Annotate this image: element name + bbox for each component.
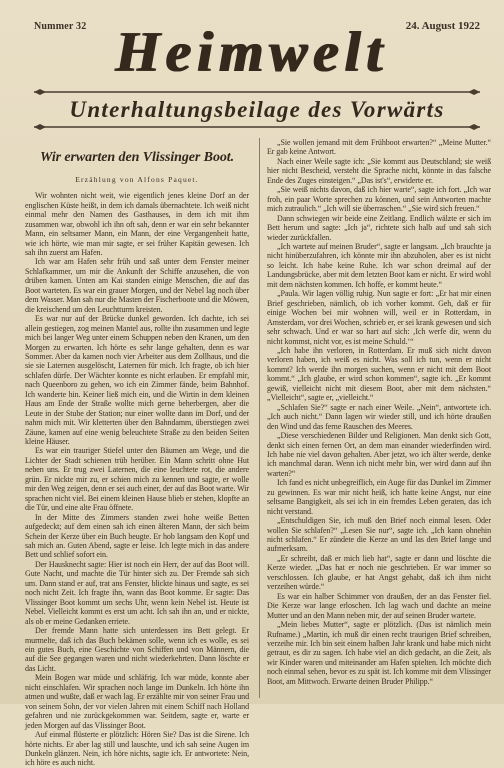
issue-number: Nummer 32: [34, 21, 87, 32]
paragraph: Nach einer Weile sagte ich: „Sie kommt aus Deutschland; sie weiß hier nicht Bescheid, versteht die Sprache nicht, könnte in das falsche Ende des Zuges einsteigen.“ „Das ist's“, erwiderte er.: [267, 156, 491, 185]
paragraph: „Paula. Wir lagen völlig ruhig. Nun sagte er fort: „Er hat mir einen Brief geschrieben, nämlich, ob ich vorher kommt. Geh, daß er für einige Wochen bei mir wohnen will, weil er in Rotterdam, in Amsterdam, vor drei Wochen, schrieb er, er sei krank gewesen und sich sehr schwach. Und er war so hart auf sich: ‚Ich werfe dir, wenn du nicht kommst, nicht vor, es ist meine Schuld.‘“: [267, 289, 491, 346]
left-column: [25, 138, 249, 768]
paragraph: Wir wohnten nicht weit, wie eigentlich jenes kleine Dorf an der englischen Küste heißt, in dem ich damals übernachtete. Ich weiß nicht einmal mehr den Namen des Gasthauses, in dem ich mit ihm zusammen war, obwohl ich ihn oft sah, denn er war ein sehr bekannter Mann, ein seltsamer Mann, ein Mann, der eine Vergangenheit hatte, wie ich hörte, wie man mir sagte, er sei früher Kapitän gewesen. Ich sah ihn zuerst am Hafen.: [25, 191, 249, 257]
story-author: Erzählung von Alfons Paquet.: [75, 174, 199, 184]
ornamental-rule-top: [34, 89, 480, 95]
paragraph: „Entschuldigen Sie, ich muß den Brief noch einmal lesen. Oder wollen Sie schlafen?“ „Lesen Sie nur“, sagte ich. „Ich kann ohnehin nicht schlafen.“ Er zündete die Kerze an und las den Brief lange und aufmerksam.: [267, 516, 491, 554]
ornamental-rule-bottom: [34, 124, 480, 130]
paragraph: Ich fand es nicht unbegreiflich, ein Auge für das Dunkel im Zimmer zu gewinnen. Es war mir nicht heiß, ich hatte keine Angst, nur eine seltsame Bangigkeit, als sei ich in ein fremdes Leben geraten, das ich nicht verstand.: [267, 478, 491, 516]
paragraph: Es war nur auf der Brücke dunkel geworden. Ich dachte, ich sei allein gestiegen, zog meinen Mantel aus, rollte ihn zusammen und legte mich bei langer Weg unter einem Schuppen neben den Kranen, um den Morgen zu erwarten. Ich hörte es sehr lange gehalten, denn es war Sommer. Aber da kamen noch vier Arbeiter aus dem Zollhaus, und die sie sie Laternen ausgelöscht, Laternen für mich. Ich fragte, ob ich hier schlafen dürfe. Der Wächter konnte es nicht erlauben. Er empfahl mir, nach Queenboro zu gehen, wo ich ein Zimmer fände, beim Bahnhof. Ich wanderte hin. Keiner ließ mich ein, und die Wirtin in dem kleinen Haus am Ende der Straße wollte mich gerne beherbergen, aber die Leute in der Stube der Station; nur einer wollte dann im Dorf, und der nahm mich mit. Wir kletterten über den Bahndamm, überstiegen zwei Zäune, kamen auf eine wenig beleuchtete Straße zu den beiden Seiten kleine Häuser.: [25, 314, 249, 447]
paragraph: Es war ein halber Schimmer von draußen, der an das Fenster fiel. Die Kerze war lange erloschen. Ich lag wach und dachte an meine Mutter und an den Mann neben mir, der auf seinen Bruder wartete.: [267, 591, 491, 620]
paragraph: „Mein liebes Mutter“, sagte er plötzlich. (Das ist nämlich mein Rufname.) „Martin, ich muß dir einen recht traurigen Brief schreiben, verzeihe mir. Ich bin seit einem halben Jahr krank und habe mich nicht getraut, es dir zu sagen. Ich habe viel an dich gedacht, an die Zeit, als wir Kinder waren und miteinander am Hafen spielten. Ich möchte dich noch einmal sehen, bevor es zu spät ist. Ich komme mit dem Vlissinger Boot, am Mittwoch. Erwarte deinen Bruder Philipp.“: [267, 620, 491, 686]
paragraph: „Diese verschiedenen Bilder und Religionen. Man denkt sich Gott, denkt sich einen fernen Ort, an dem man einander wiederfinden wird. Ich habe nie viel davon gehalten. Aber jetzt, wo ich älter werde, denke ich manchmal daran. Wenn ich nicht mehr bin, wer wird dann auf ihn warten?“: [267, 431, 491, 478]
paragraph: „Schlafen Sie?“ sagte er nach einer Weile. „Nein“, antwortete ich. „Ich auch nicht.“ Dann lagen wir wieder still, und ich hörte draußen den Wind und das ferne Rauschen des Meeres.: [267, 402, 491, 431]
column-divider: [259, 138, 260, 698]
paragraph: Der fremde Mann hatte sich unterdessen ins Bett gelegt. Er murmelte, daß ich das Buch bekämen solle, wenn ich es wolle, es sei ein gutes Buch, eine Geschichte von Schiffen und von Männern, die auf die See gegangen waren und nicht wiederkehrten. Dann löschte er das Licht.: [25, 626, 249, 673]
paragraph: Es war ein trauriger Stiefel unter den Bäumen am Wege, und die Lichter der Stadt schienen trüb herüber. Ein Mann schritt ohne Hut neben uns. Er trug zwei Laternen, die eine leuchtete rot, die andere grün. Er nickte mir zu, er schien mich zu kennen und sagte, er wolle mir den Weg zeigen, denn er sei auch einer, der auf das Boot warte. Wir sprachen nicht viel. Bei einem kleinen Hause blieb er stehen, klopfte an die Tür, und eine alte Frau öffnete.: [25, 446, 249, 513]
paragraph: „Ich habe ihn verloren, in Rotterdam. Er muß sich nicht davon verloren haben, ich weiß es nicht. Was soll ich tun, wenn er nicht kommt? Ich werde ihn morgen suchen, wenn er nicht mit dem Boot kommt.“ „Ich glaube, er wird schon kommen“, sagte ich. „Er kommt gewiß, vielleicht nicht mit diesem Boot, aber mit dem nächsten.“ „Vielleicht“, sagte er, „vielleicht.“: [267, 345, 491, 403]
masthead-title: Heimwelt: [115, 21, 389, 84]
paragraph: „Er schreibt, daß er mich lieb hat“, sagte er dann und löschte die Kerze wieder. „Das hat er noch nie geschrieben. Er war immer so verschlossen. Ich glaube, er hat Angst gehabt, daß ich ihm nicht verzeihen würde.“: [267, 553, 491, 592]
issue-date: 24. August 1922: [405, 20, 480, 32]
right-column-text: [267, 138, 491, 686]
right-column: [267, 138, 491, 698]
paragraph: Ich war am Hafen sehr früh und saß unter dem Fenster meiner Schlafkammer, um mir die Ankunft der Schiffe anzusehen, die von drüben kamen. Unten am Kai standen einige Menschen, die auf das Boot warteten. Es war ein grauer Morgen, und der Nebel lag noch über dem Wasser. Man sah nur die Masten der Fischerboote und die Möwen, die kreischend um den Leuchtturm kreisten.: [25, 257, 249, 314]
story-title: Wir erwarten den Vlissinger Boot.: [39, 150, 235, 165]
masthead: [0, 0, 504, 132]
paragraph: Auf einmal flüsterte er plötzlich: Hören Sie? Das ist die Sirene. Ich hörte nichts. Er aber lag still und lauschte, und ich sah seine Augen im Dunkeln glänzen. Nein, ich höre nichts, sagte ich. Er antwortete: Nein, ich höre es auch nicht.: [25, 730, 249, 768]
paragraph: Mein Bogen war müde und schläfrig. Ich war müde, konnte aber nicht einschlafen. Wir sprachen noch lange im Dunkeln. Ich hörte ihn atmen und wußte, daß er wach lag. Er erzählte mir von seiner Frau und von seinem Sohn, der vor vielen Jahren mit einem Schiff nach Holland gefahren und nie zurückgekommen war. Seitdem, sagte er, warte er jeden Morgen auf das Vlissinger Boot.: [25, 673, 249, 730]
masthead-subtitle: Unterhaltungsbeilage des Vorwärts: [69, 97, 445, 122]
article-columns: [25, 138, 491, 768]
paragraph: „Sie weiß nichts davon, daß ich hier warte“, sagte ich fort. „Ich war froh, ein paar Worte sprechen zu können, und sein Antworten machte mich zutraulich.“ „Ich will sie überraschen.“ „Sie wird sich freuen.“: [267, 185, 491, 214]
paragraph: Dann schwiegen wir beide eine Zeitlang. Endlich wälzte er sich im Bett herum und sagte: „Ich ja“, richtete sich halb auf und sah sich wieder zurückfallen.: [267, 213, 491, 242]
paragraph: „Sie wollen jemand mit dem Frühboot erwarten?“ „Meine Mutter.“ Er gab keine Antwort.: [267, 138, 491, 157]
paragraph: In der Mitte des Zimmers standen zwei hohe weiße Betten aufgedeckt; auf dem einen sah ich einen älteren Mann, der sich beim Schein der Kerze über ein Buch beugte. Er hob langsam den Kopf und sah mich an. Guten Abend, sagte er leise. Ich legte mich in das andere Bett und schlief sofort ein.: [25, 512, 249, 560]
paragraph: „Ich wartete auf meinen Bruder“, sagte er langsam. „Ich brauchte ja nicht hinüberzufahren, ich könnte mir ihn abzuholen, aber es ist nicht so leicht. Ich habe keine Ruhe. Ich war schon dreimal auf der Landungsbrücke, aber mit dem letzten Boot kam er nicht. Er wird wohl mit dem nächsten kommen. Ich hoffe, er kommt heute.“: [267, 241, 491, 289]
paragraph: Der Hausknecht sagte: Hier ist noch ein Herr, der auf das Boot will. Gute Nacht, und machte die Tür hinter sich zu. Der Fremde sah sich um. Dann stand er auf, trat ans Fenster, blickte hinaus und sagte, es sei noch nicht Zeit. Ich fragte ihn, wann das Boot komme. Er sagte: Das Vlissinger Boot kommt um sechs Uhr, wenn kein Nebel ist. Heute ist Nebel. Vielleicht kommt es erst um acht. Ich sah ihn an, und er nickte, als ob er meine Gedanken erriete.: [25, 559, 249, 626]
left-column-text: [25, 191, 249, 768]
